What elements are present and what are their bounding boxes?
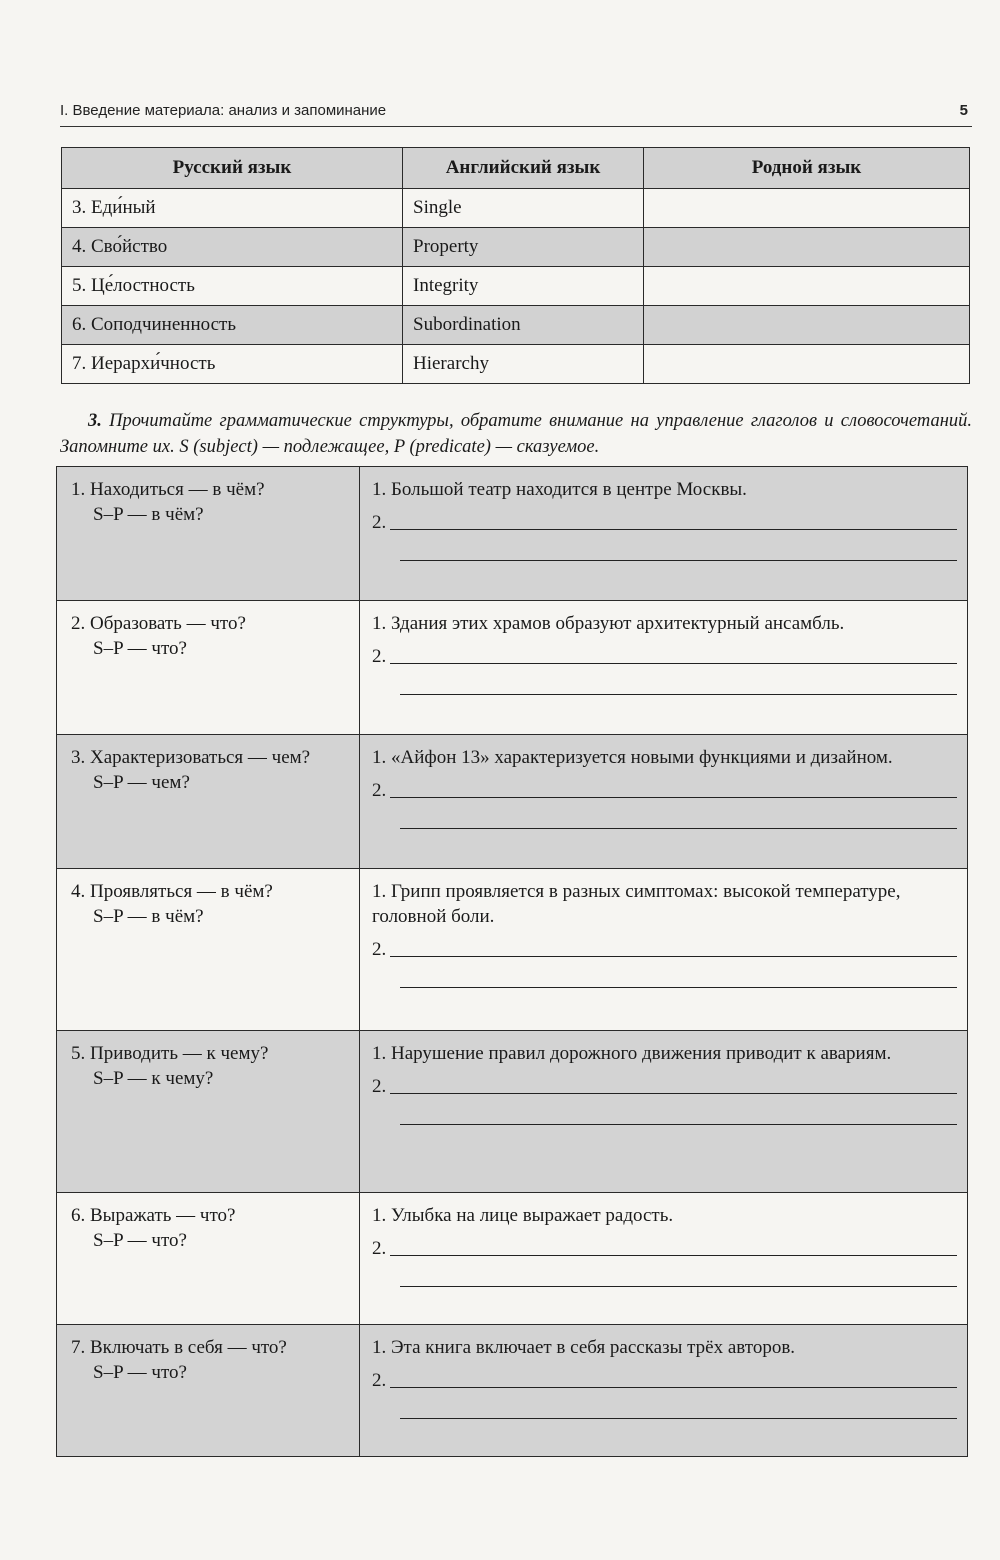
verb-government: 4. Проявляться — в чём?	[71, 881, 273, 902]
verb-pattern: S–P — что?	[93, 1362, 187, 1383]
answer-line[interactable]	[400, 1285, 957, 1287]
verb-pattern: S–P — чем?	[93, 772, 190, 793]
answer-line[interactable]	[390, 1255, 957, 1256]
grammar-row	[57, 467, 968, 601]
example-sentence: 1. Грипп проявляется в разных симптомах: высокой температуре, головной боли.	[372, 881, 901, 927]
term-native-blank[interactable]	[644, 228, 970, 267]
example-cell	[360, 1325, 968, 1457]
verb-cell	[57, 735, 360, 869]
verb-government: 3. Характеризоваться — чем?	[71, 747, 311, 768]
header-native: Родной язык	[644, 148, 970, 189]
blank-label: 2.	[372, 512, 387, 533]
term-russian: 5. Це́лостность	[62, 267, 403, 306]
answer-line[interactable]	[400, 986, 957, 988]
term-english: Single	[403, 189, 644, 228]
answer-line[interactable]	[390, 1093, 957, 1094]
verb-pattern: S–P — к чему?	[93, 1068, 214, 1089]
header-english: Английский язык	[403, 148, 644, 189]
verb-cell	[57, 1325, 360, 1457]
verb-government: 2. Образовать — что?	[71, 613, 246, 634]
grammar-row	[57, 735, 968, 869]
verb-pattern: S–P — в чём?	[93, 504, 204, 525]
example-sentence: 1. Эта книга включает в себя рассказы трёх авторов.	[372, 1337, 796, 1358]
answer-line[interactable]	[390, 529, 957, 530]
answer-line[interactable]	[400, 693, 957, 695]
vocabulary-row	[62, 228, 970, 267]
vocabulary-row	[62, 267, 970, 306]
term-russian: 3. Еди́ный	[62, 189, 403, 228]
term-russian: 6. Соподчиненность	[62, 306, 403, 345]
header-russian: Русский язык	[62, 148, 403, 189]
vocabulary-table	[61, 147, 970, 384]
grammar-row	[57, 601, 968, 735]
verb-cell	[57, 1031, 360, 1193]
answer-line[interactable]	[390, 663, 957, 664]
term-english: Subordination	[403, 306, 644, 345]
verb-government: 6. Выражать — что?	[71, 1205, 236, 1226]
blank-label: 2.	[372, 939, 387, 960]
exercise-number: 3.	[88, 411, 102, 431]
verb-pattern: S–P — что?	[93, 1230, 187, 1251]
grammar-row	[57, 1031, 968, 1193]
term-native-blank[interactable]	[644, 306, 970, 345]
blank-label: 2.	[372, 780, 387, 801]
verb-pattern: S–P — что?	[93, 638, 187, 659]
example-sentence: 1. Нарушение правил дорожного движения приводит к авариям.	[372, 1043, 892, 1064]
grammar-row	[57, 1193, 968, 1325]
grammar-row	[57, 1325, 968, 1457]
example-cell	[360, 869, 968, 1031]
verb-cell	[57, 467, 360, 601]
example-cell	[360, 735, 968, 869]
verb-cell	[57, 869, 360, 1031]
example-sentence: 1. «Айфон 13» характеризуется новыми функциями и дизайном.	[372, 747, 893, 768]
term-russian: 7. Иерархи́чность	[62, 345, 403, 384]
term-native-blank[interactable]	[644, 345, 970, 384]
vocabulary-row	[62, 189, 970, 228]
answer-line[interactable]	[400, 1417, 957, 1419]
term-native-blank[interactable]	[644, 189, 970, 228]
verb-government: 5. Приводить — к чему?	[71, 1043, 269, 1064]
answer-line[interactable]	[390, 956, 957, 957]
term-english: Integrity	[403, 267, 644, 306]
term-native-blank[interactable]	[644, 267, 970, 306]
vocabulary-row	[62, 345, 970, 384]
grammar-row	[57, 869, 968, 1031]
example-cell	[360, 1031, 968, 1193]
vocabulary-header-row	[62, 148, 970, 189]
blank-label: 2.	[372, 646, 387, 667]
verb-cell	[57, 601, 360, 735]
example-cell	[360, 601, 968, 735]
term-russian: 4. Сво́йство	[62, 228, 403, 267]
blank-label: 2.	[372, 1076, 387, 1097]
page-number: 5	[959, 102, 968, 119]
blank-label: 2.	[372, 1370, 387, 1391]
term-english: Property	[403, 228, 644, 267]
verb-cell	[57, 1193, 360, 1325]
exercise-instruction	[60, 408, 972, 460]
vocabulary-row	[62, 306, 970, 345]
example-sentence: 1. Большой театр находится в центре Москвы.	[372, 479, 747, 500]
verb-government: 1. Находиться — в чём?	[71, 479, 265, 500]
grammar-table	[56, 466, 968, 1457]
example-sentence: 1. Здания этих храмов образуют архитектурный ансамбль.	[372, 613, 845, 634]
answer-line[interactable]	[400, 559, 957, 561]
example-cell	[360, 467, 968, 601]
chapter-title: I. Введение материала: анализ и запоминание	[60, 102, 387, 119]
page-header	[60, 100, 972, 127]
verb-pattern: S–P — в чём?	[93, 906, 204, 927]
verb-government: 7. Включать в себя — что?	[71, 1337, 287, 1358]
example-sentence: 1. Улыбка на лице выражает радость.	[372, 1205, 674, 1226]
answer-line[interactable]	[390, 797, 957, 798]
answer-line[interactable]	[400, 827, 957, 829]
example-cell	[360, 1193, 968, 1325]
term-english: Hierarchy	[403, 345, 644, 384]
answer-line[interactable]	[400, 1123, 957, 1125]
blank-label: 2.	[372, 1238, 387, 1259]
exercise-text: Прочитайте грамматические структуры, обратите внимание на управление глаголов и словосочетаний. Запомните их. S (subject) — подлежащее, P (predicate) — сказуемое.	[60, 411, 972, 457]
answer-line[interactable]	[390, 1387, 957, 1388]
